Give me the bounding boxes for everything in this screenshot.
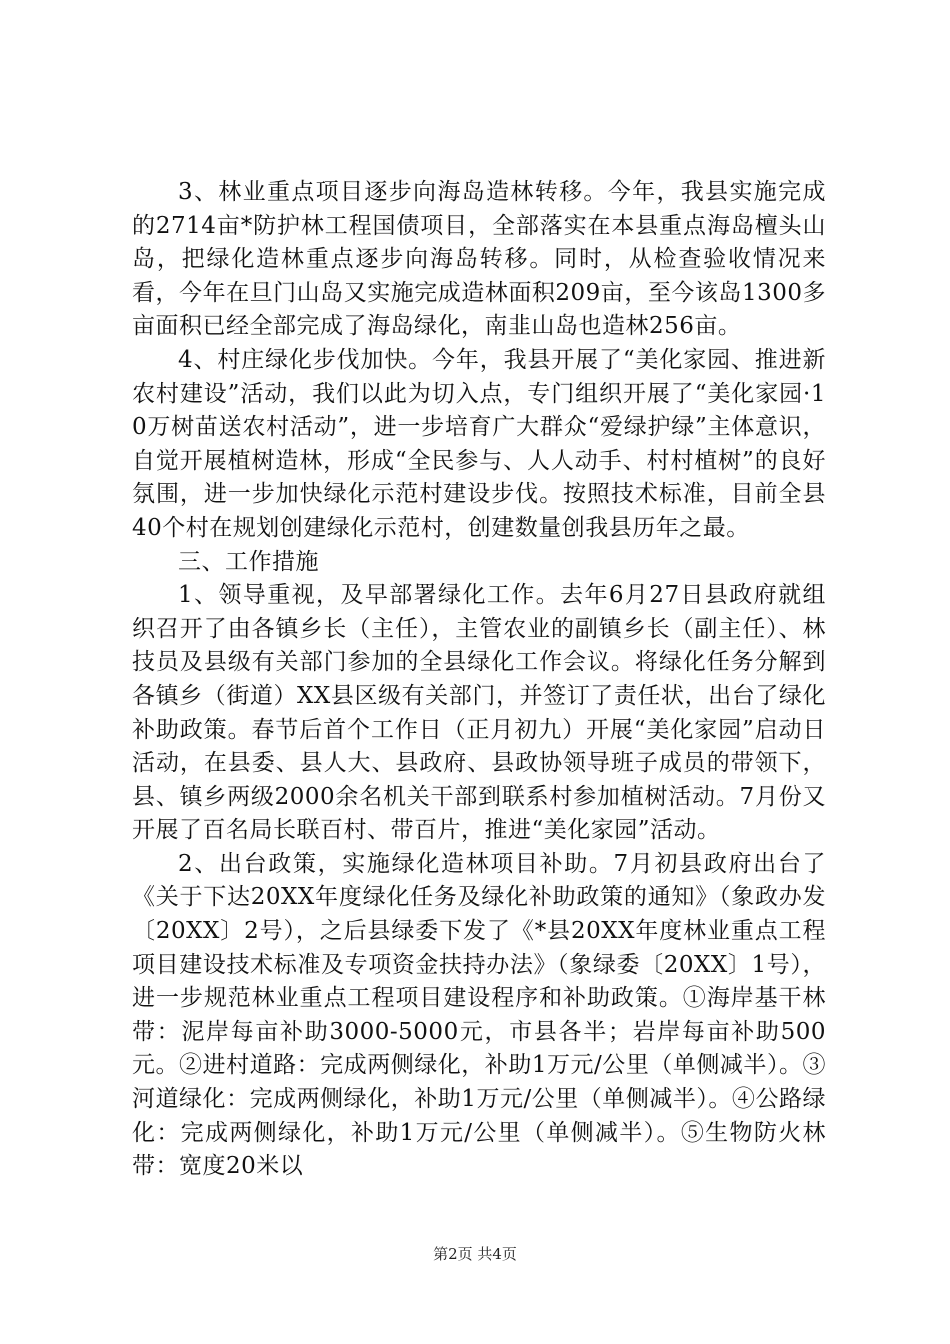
document-body	[132, 176, 826, 1184]
section-heading: 三、工作措施	[178, 548, 319, 575]
paragraph-leadership-deployment: 1、领导重视，及早部署绿化工作。去年6月27日县政府就组织召开了由各镇乡长（主任），主管农业的副镇乡长（副主任）、林技员及县级有关部门参加的全县绿化工作会议。将绿化任务分解到各镇乡（街道）XX县区级有关部门，并签订了责任状，出台了绿化补助政策。春节后首个工作日（正月初九）开展“美化家园”启动日活动，在县委、县人大、县政府、县政协领导班子成员的带领下，县、镇乡两级2000余名机关干部到联系村参加植树活动。7月份又开展了百名局长联百村、带百片，推进“美化家园”活动。	[132, 582, 826, 844]
paragraph-island-afforestation: 3、林业重点项目逐步向海岛造林转移。今年，我县实施完成的2714亩*防护林工程国债项目，全部落实在本县重点海岛檀头山岛，把绿化造林重点逐步向海岛转移。同时，从检查验收情况来看，今年在旦门山岛又实施完成造林面积209亩，至今该岛1300多亩面积已经全部完成了海岛绿化，南韭山岛也造林256亩。	[132, 179, 826, 340]
paragraph-village-greening: 4、村庄绿化步伐加快。今年，我县开展了“美化家园、推进新农村建设”活动，我们以此为切入点，专门组织开展了“美化家园·10万树苗送农村活动”，进一步培育广大群众“爱绿护绿”主体意识，自觉开展植树造林，形成“全民参与、人人动手、村村植树”的良好氛围，进一步加快绿化示范村建设步伐。按照技术标准，目前全县40个村在规划创建绿化示范村，创建数量创我县历年之最。	[132, 346, 826, 541]
paragraph-subsidy-policy: 2、出台政策，实施绿化造林项目补助。7月初县政府出台了《关于下达20XX年度绿化任务及绿化补助政策的通知》（象政办发〔20XX〕2号），之后县绿委下发了《*县20XX年度林业重点工程项目建设技术标准及专项资金扶持办法》（象绿委〔20XX〕1号），进一步规范林业重点工程项目建设程序和补助政策。①海岸基干林带：泥岸每亩补助3000-5000元，市县各半；岩岸每亩补助500元。②进村道路：完成两侧绿化，补助1万元/公里（单侧减半）。③河道绿化：完成两侧绿化，补助1万元/公里（单侧减半）。④公路绿化：完成两侧绿化，补助1万元/公里（单侧减半）。⑤生物防火林带：宽度20米以	[132, 850, 826, 1180]
page-footer: 第2页 共4页	[433, 1245, 517, 1263]
